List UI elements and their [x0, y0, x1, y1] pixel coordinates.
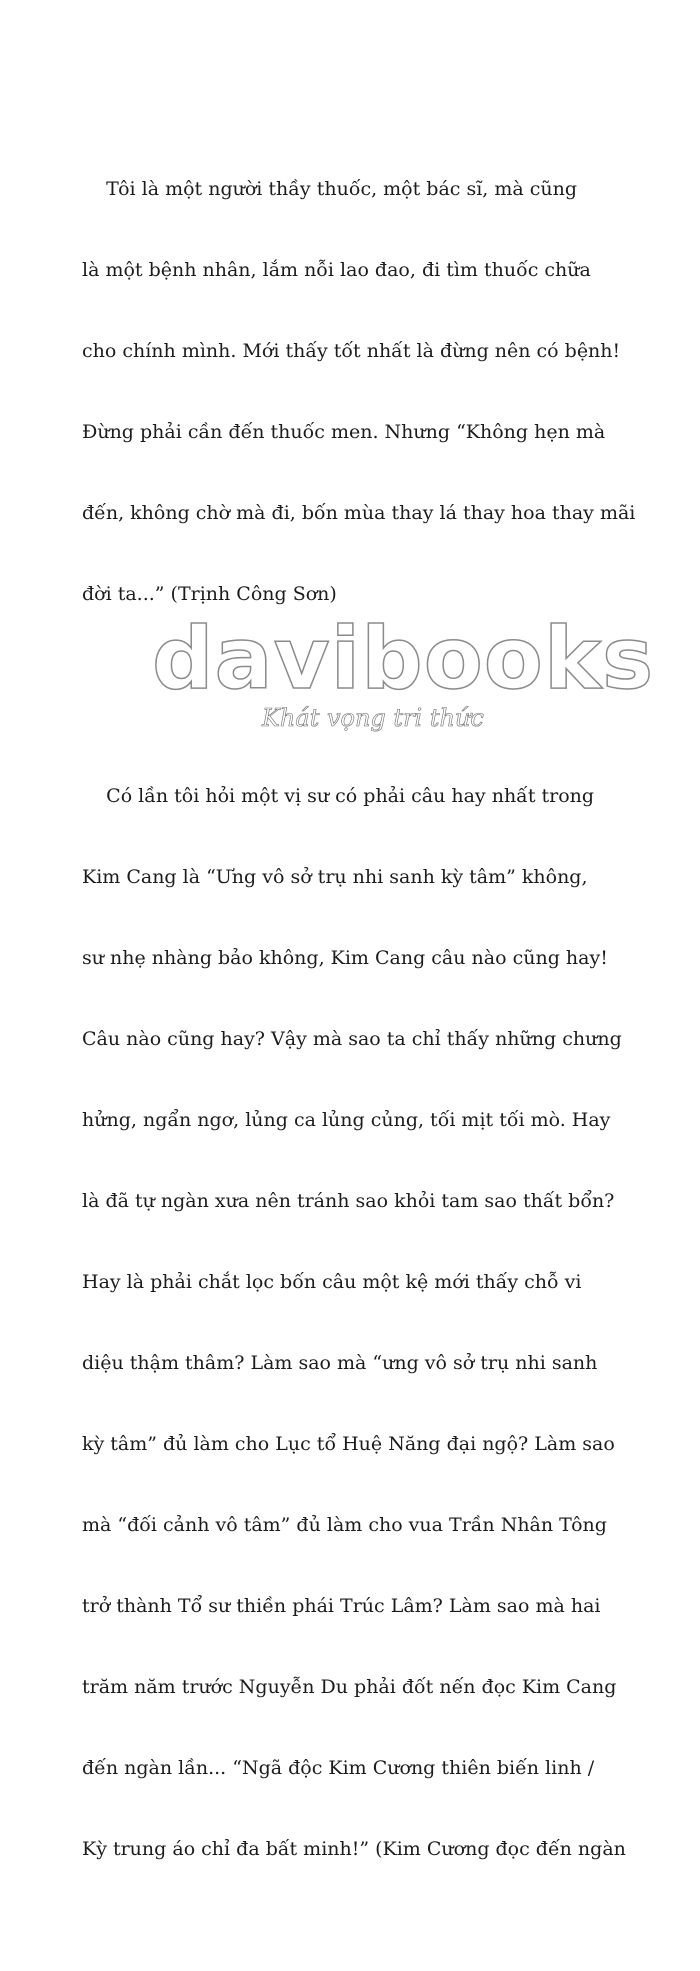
text-line: Hay là phải chắt lọc bốn câu một kệ mới thấy chỗ vi [82, 1271, 582, 1293]
text-line: hửng, ngẩn ngơ, lủng ca lủng củng, tối mịt tối mò. Hay [82, 1109, 611, 1131]
paragraph-2 [82, 729, 642, 1917]
text-line: mà “đối cảnh vô tâm” đủ làm cho vua Trần Nhân Tông [82, 1514, 607, 1536]
text-line: đến, không chờ mà đi, bốn mùa thay lá thay hoa thay mãi [82, 502, 636, 524]
watermark-logo: davibooks [152, 609, 655, 709]
text-line: trở thành Tổ sư thiền phái Trúc Lâm? Làm sao mà hai [82, 1595, 601, 1617]
text-line: là một bệnh nhân, lắm nỗi lao đao, đi tìm thuốc chữa [82, 259, 591, 281]
text-line: Câu nào cũng hay? Vậy mà sao ta chỉ thấy những chưng [82, 1028, 622, 1050]
text-line: Kim Cang là “Ưng vô sở trụ nhi sanh kỳ tâm” không, [82, 866, 588, 888]
text-line: là đã tự ngàn xưa nên tránh sao khỏi tam sao thất bổn? [82, 1190, 615, 1212]
paragraph-1 [82, 122, 642, 662]
text-line: sư nhẹ nhàng bảo không, Kim Cang câu nào cũng hay! [82, 947, 608, 969]
text-line: diệu thậm thâm? Làm sao mà “ưng vô sở trụ nhi sanh [82, 1352, 598, 1374]
text-line: đời ta...” (Trịnh Công Sơn) [82, 583, 337, 605]
text-line: Tôi là một người thầy thuốc, một bác sĩ, mà cũng [82, 178, 578, 200]
text-line: Đừng phải cần đến thuốc men. Nhưng “Không hẹn mà [82, 421, 606, 443]
text-line: Có lần tôi hỏi một vị sư có phải câu hay nhất trong [82, 785, 595, 807]
watermark-tagline: Khát vọng tri thức [262, 704, 484, 732]
text-line: đến ngàn lần... “Ngã độc Kim Cương thiên biến linh / [82, 1757, 595, 1779]
body-text [82, 68, 655, 1971]
text-line: Kỳ trung áo chỉ đa bất minh!” (Kim Cương đọc đến ngàn [82, 1838, 626, 1860]
text-line: trăm năm trước Nguyễn Du phải đốt nến đọc Kim Cang [82, 1676, 617, 1698]
text-line: kỳ tâm” đủ làm cho Lục tổ Huệ Năng đại ngộ? Làm sao [82, 1433, 615, 1455]
text-line: cho chính mình. Mới thấy tốt nhất là đừng nên có bệnh! [82, 340, 621, 362]
